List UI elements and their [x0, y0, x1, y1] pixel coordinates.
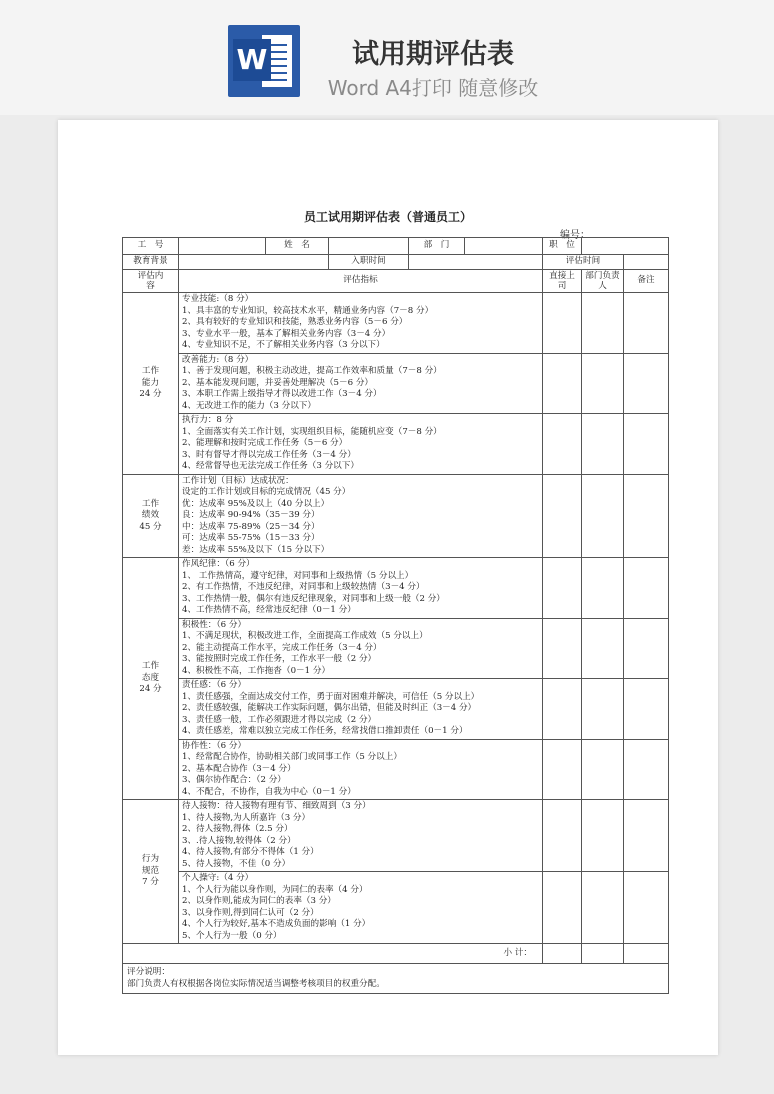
indicator-goal-achievement: 工作计划（目标）达成状况： 设定的工作计划或目标的完成情况（45 分） 优：达成率 95%及以上（40 分以上） 良：达成率 90-94%（35－39 分） 中：达成率 75-89%（25－34 分） 可：达成率 55-75%（15－33 分） 差：达成率 55%及以下（15 分以下）	[179, 474, 543, 558]
info-row-1	[123, 238, 669, 255]
score-supervisor[interactable]	[543, 618, 582, 679]
score-dept-head[interactable]	[582, 414, 624, 475]
document-title: 员工试用期评估表（普通员工）	[303, 210, 472, 224]
header-dept-head: 部门负责人	[582, 270, 624, 293]
label-employee-id: 工 号	[123, 238, 179, 255]
info-row-2	[123, 255, 669, 270]
score-supervisor[interactable]	[543, 800, 582, 872]
indicator-execution: 执行力：8 分 1、全面落实有关工作计划，实现组织目标，能随机应变（7－8 分） 2、能理解和按时完成工作任务（5－6 分） 3、时有督导才得以完成工作任务（3－4 分） 4、经常督导也无法完成工作任务（3 分以下）	[179, 414, 543, 475]
scoring-notes	[123, 964, 669, 994]
remark-cell[interactable]	[624, 618, 669, 679]
indicator-integrity: 个人操守:（4 分） 1、个人行为能以身作则，为同仁的表率（4 分） 2、以身作则,能成为同仁的表率（3 分） 3、以身作则,得到同仁认可（2 分） 4、个人行为较好,基本不造成负面的影响（1 分） 5、个人行为一般（0 分）	[179, 872, 543, 944]
evaluation-table	[122, 237, 669, 994]
position-field[interactable]	[582, 238, 669, 255]
header-supervisor: 直接上司	[543, 270, 582, 293]
indicator-initiative: 积极性：（6 分） 1、不满足现状，积极改进工作，全面提高工作成效（5 分以上） 2、能主动提高工作水平，完成工作任务（3－4 分） 3、能按照时完成工作任务，工作水平一般（2 分） 4、积极性不高，工作拖沓（0－1 分）	[179, 618, 543, 679]
subtotal-remark[interactable]	[624, 944, 669, 964]
score-supervisor[interactable]	[543, 353, 582, 414]
hire-date-field[interactable]	[409, 255, 543, 270]
remark-cell[interactable]	[624, 414, 669, 475]
table-row	[123, 618, 669, 679]
label-eval-date: 评估时间	[543, 255, 624, 270]
subtotal-supervisor[interactable]	[543, 944, 582, 964]
indicator-interpersonal: 待人接物：待人接物有理有节、细致周到（3 分） 1、待人接物,为人所嘉许（3 分） 2、待人接物,得体（2.5 分） 3、.待人接物,较得体（2 分） 4、待人接物,有部分不得体（1 分） 5、待人接物，不佳（0 分）	[179, 800, 543, 872]
score-dept-head[interactable]	[582, 739, 624, 800]
label-department: 部 门	[409, 238, 465, 255]
category-work-performance: 工作 绩效 45 分	[123, 474, 179, 558]
category-work-attitude: 工作 态度 24 分	[123, 558, 179, 800]
subtotal-row	[123, 944, 669, 964]
score-supervisor[interactable]	[543, 872, 582, 944]
score-dept-head[interactable]	[582, 474, 624, 558]
banner	[0, 0, 774, 115]
word-icon	[228, 25, 300, 97]
label-education: 教育背景	[123, 255, 179, 270]
remark-cell[interactable]	[624, 353, 669, 414]
remark-cell[interactable]	[624, 558, 669, 619]
table-row	[123, 558, 669, 619]
remark-cell[interactable]	[624, 872, 669, 944]
score-dept-head[interactable]	[582, 872, 624, 944]
table-row	[123, 679, 669, 740]
score-supervisor[interactable]	[543, 293, 582, 354]
score-supervisor[interactable]	[543, 558, 582, 619]
score-dept-head[interactable]	[582, 293, 624, 354]
name-field[interactable]	[329, 238, 409, 255]
subtotal-label: 小 计：	[123, 944, 543, 964]
header-indicators: 评估指标	[179, 270, 543, 293]
remark-cell[interactable]	[624, 800, 669, 872]
category-conduct: 行为 规范 7 分	[123, 800, 179, 944]
table-row	[123, 353, 669, 414]
remark-cell[interactable]	[624, 474, 669, 558]
word-letter: W	[233, 39, 271, 81]
eval-date-field[interactable]	[624, 255, 669, 270]
category-work-ability: 工作 能力 24 分	[123, 293, 179, 475]
education-field[interactable]	[179, 255, 329, 270]
employee-id-field[interactable]	[179, 238, 266, 255]
label-name: 姓 名	[266, 238, 329, 255]
indicator-cooperation: 协作性：（6 分） 1、经常配合协作，协助相关部门或同事工作（5 分以上） 2、基本配合协作（3－4 分） 3、偶尔协作配合：（2 分） 4、不配合，不协作，自我为中心（0－1 分）	[179, 739, 543, 800]
table-row	[123, 414, 669, 475]
table-row	[123, 293, 669, 354]
score-dept-head[interactable]	[582, 558, 624, 619]
banner-subtitle: Word A4打印 随意修改	[327, 76, 539, 100]
remark-cell[interactable]	[624, 739, 669, 800]
indicator-discipline: 作风纪律：（6 分） 1、 工作热情高，遵守纪律，对同事和上级热情（5 分以上） 2、有工作热情，不违反纪律，对同事和上级较热情（3－4 分） 3、工作热情一般，偶尔有违反纪律现象，对同事和上级一般（2 分） 4、工作热情不高，经常违反纪律（0－1 分）	[179, 558, 543, 619]
remark-cell[interactable]	[624, 679, 669, 740]
table-row	[123, 739, 669, 800]
score-dept-head[interactable]	[582, 679, 624, 740]
notes-row	[123, 964, 669, 994]
table-row	[123, 872, 669, 944]
department-field[interactable]	[465, 238, 543, 255]
serial-label: 编号：	[560, 230, 590, 241]
score-dept-head[interactable]	[582, 800, 624, 872]
indicator-improvement: 改善能力:（8 分） 1、善于发现问题，积极主动改进，提高工作效率和质量（7－8 分） 2、基本能发现问题，并妥善处理解决（5－6 分） 3、本职工作需上级指导才得以改进工作（3－4 分） 4、无改进工作的能力（3 分以下）	[179, 353, 543, 414]
score-supervisor[interactable]	[543, 474, 582, 558]
score-dept-head[interactable]	[582, 618, 624, 679]
indicator-professional-skills: 专业技能:（8 分） 1、具丰富的专业知识，较高技术水平，精通业务内容（7－8 分） 2、具有较好的专业知识和技能，熟悉业务内容（5－6 分） 3、专业水平一般，基本了解相关业务内容（3－4 分） 4、专业知识不足，不了解相关业务内容（3 分以下）	[179, 293, 543, 354]
remark-cell[interactable]	[624, 293, 669, 354]
table-row	[123, 800, 669, 872]
score-supervisor[interactable]	[543, 414, 582, 475]
score-dept-head[interactable]	[582, 353, 624, 414]
header-content: 评估内容	[123, 270, 179, 293]
banner-title: 试用期评估表	[352, 39, 514, 70]
score-supervisor[interactable]	[543, 739, 582, 800]
notes-text: 部门负责人有权根据各岗位实际情况适当调整考核项目的权重分配。	[127, 978, 385, 989]
score-supervisor[interactable]	[543, 679, 582, 740]
subtotal-dept-head[interactable]	[582, 944, 624, 964]
label-position: 职 位	[543, 238, 582, 255]
indicator-responsibility: 责任感：（6 分） 1、责任感强，全面达成交付工作，勇于面对困难并解决，可信任（5 分以上） 2、责任感较强，能解决工作实际问题，偶尔出错，但能及时纠正（3－4 分） 3、责任感一般，工作必须跟进才得以完成（2 分） 4、责任感差，常难以独立完成工作任务，经常找借口推卸责任（0－1 分）	[179, 679, 543, 740]
notes-title: 评分说明：	[127, 967, 170, 977]
header-remarks: 备注	[624, 270, 669, 293]
table-row	[123, 474, 669, 558]
table-header	[123, 270, 669, 293]
label-hire-date: 入职时间	[329, 255, 409, 270]
